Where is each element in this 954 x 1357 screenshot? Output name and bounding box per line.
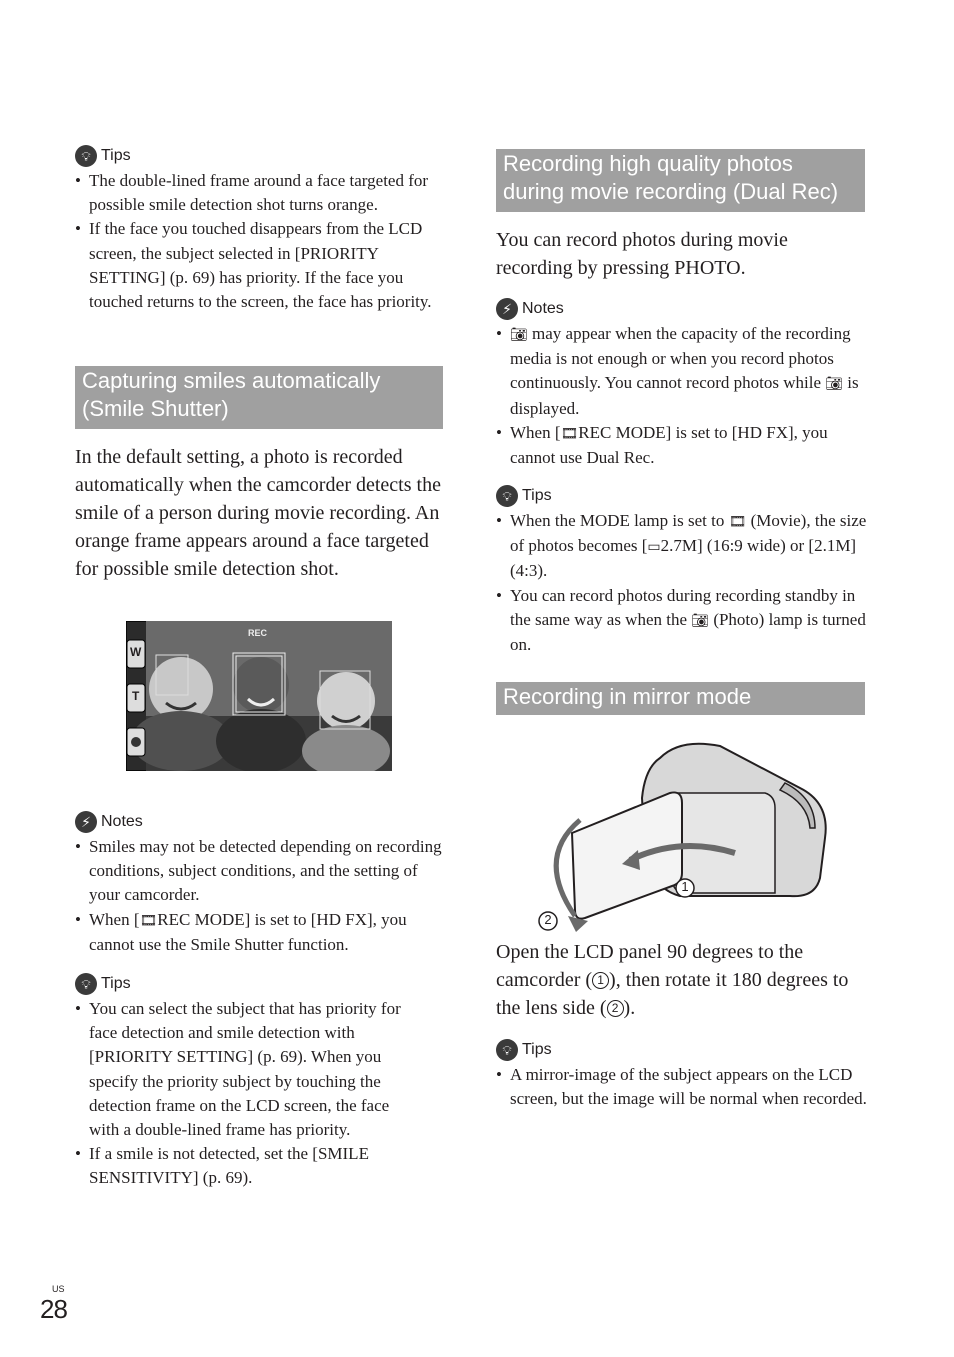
tips-label: 💡︎ Tips bbox=[496, 485, 868, 507]
tips-list bbox=[496, 509, 868, 657]
body-text: Open the LCD panel 90 degrees to the camcorder ( 1 ), then rotate it 180 degrees to the lens side ( 2 ). bbox=[496, 941, 849, 1019]
list-item: • You can select the subject that has priority for face detection and smile detection with [PRIORITY SETTING] (p. 69). When you specify the priority subject by touching the detection frame on the LCD screen, the face with a double-lined frame has priority. bbox=[75, 997, 423, 1142]
circled-number-2: 2 bbox=[607, 1000, 624, 1017]
camera-icon: 📷︎ bbox=[691, 612, 710, 629]
list-item: • A mirror-image of the subject appears on the LCD screen, but the image will be normal when recorded. bbox=[496, 1063, 868, 1111]
lightbulb-icon: 💡︎ bbox=[75, 145, 97, 167]
tips-list bbox=[75, 169, 443, 314]
tips-list bbox=[496, 1063, 868, 1111]
notes-label: ⚡︎ Notes bbox=[75, 811, 443, 833]
lcd-screen-image bbox=[126, 621, 392, 771]
list-item: • When [🎞︎REC MODE] is set to [HD FX], you cannot use the Smile Shutter function. bbox=[75, 908, 443, 957]
camera-warning-icon: 📷︎ bbox=[510, 327, 528, 343]
right-tips2 bbox=[496, 1039, 868, 1111]
rec-indicator: REC bbox=[248, 628, 268, 638]
lightbulb-icon: 💡︎ bbox=[496, 1039, 518, 1061]
tips-label: 💡︎ Tips bbox=[75, 145, 443, 167]
list-item: • If the face you touched disappears from the LCD screen, the subject selected in [PRIORITY SETTING] (p. 69) has priority. If the face you touched returns to the screen, the face has priority. bbox=[75, 217, 443, 314]
movie-film-icon: 🎞︎ bbox=[139, 912, 158, 929]
list-item: • When [🎞︎REC MODE] is set to [HD FX], you cannot use Dual Rec. bbox=[496, 421, 865, 470]
notes-icon: ⚡︎ bbox=[496, 298, 518, 320]
section-heading-smile-shutter: Capturing smiles automatically (Smile Shutter) bbox=[75, 366, 443, 429]
list-item: • You can record photos during recording standby in the same way as when the 📷︎ (Photo) lamp is turned on. bbox=[496, 584, 868, 658]
smile-photo bbox=[126, 621, 392, 771]
right-notes bbox=[496, 298, 865, 470]
list-item: • 📷︎ may appear when the capacity of the recording media is not enough or when you record photos continuously. You cannot record photos while 📷︎ is displayed. bbox=[496, 322, 865, 421]
circled-number-1: 1 bbox=[592, 972, 609, 989]
zoom-t-label: T bbox=[132, 689, 140, 703]
list-item: • The double-lined frame around a face targeted for possible smile detection shot turns orange. bbox=[75, 169, 443, 217]
notes-icon: ⚡︎ bbox=[75, 811, 97, 833]
page-number: 28 bbox=[40, 1294, 67, 1324]
camcorder-diagram bbox=[530, 738, 830, 933]
camcorder-illustration bbox=[530, 738, 830, 933]
section-heading-mirror-mode: Recording in mirror mode bbox=[496, 682, 865, 715]
list-item: • If a smile is not detected, set the [SMILE SENSITIVITY] (p. 69). bbox=[75, 1142, 423, 1190]
diagram-label-2: 2 bbox=[544, 912, 552, 927]
lightbulb-icon: 💡︎ bbox=[75, 973, 97, 995]
body-text: In the default setting, a photo is recorded automatically when the camcorder detects the smile of a person during movie recording. An orange frame appears around a face targeted for possible smile detection shot. bbox=[75, 446, 441, 580]
section-heading-dual-rec: Recording high quality photos during movie recording (Dual Rec) bbox=[496, 149, 865, 212]
list-item: • Smiles may not be detected depending on recording conditions, subject conditions, and the setting of your camcorder. bbox=[75, 835, 443, 908]
region-label: US bbox=[52, 1284, 65, 1294]
movie-film-icon: 🎞︎ bbox=[728, 514, 747, 530]
body-text: You can record photos during movie recording by pressing PHOTO. bbox=[496, 229, 788, 279]
diagram-label-1: 1 bbox=[681, 879, 689, 894]
lightbulb-icon: 💡︎ bbox=[496, 485, 518, 507]
left-column bbox=[75, 145, 443, 314]
camera-warning-icon: 📷︎ bbox=[825, 376, 844, 393]
notes-label: ⚡︎ Notes bbox=[496, 298, 865, 320]
left-notes bbox=[75, 811, 443, 957]
tips-label: 💡︎ Tips bbox=[75, 973, 423, 995]
tips-label: 💡︎ Tips bbox=[496, 1039, 868, 1061]
list-item: • When the MODE lamp is set to 🎞︎ (Movie), the size of photos becomes [▭2.7M] (16:9 wide) or [2.1M] (4:3). bbox=[496, 509, 868, 584]
movie-film-icon: 🎞︎ bbox=[560, 425, 579, 442]
right-tips bbox=[496, 485, 868, 657]
left-tips2 bbox=[75, 973, 423, 1191]
notes-list bbox=[496, 322, 865, 470]
wide-frame-icon: ▭ bbox=[647, 539, 661, 556]
zoom-w-label: W bbox=[130, 645, 142, 659]
notes-list bbox=[75, 835, 443, 957]
tips-list bbox=[75, 997, 423, 1191]
